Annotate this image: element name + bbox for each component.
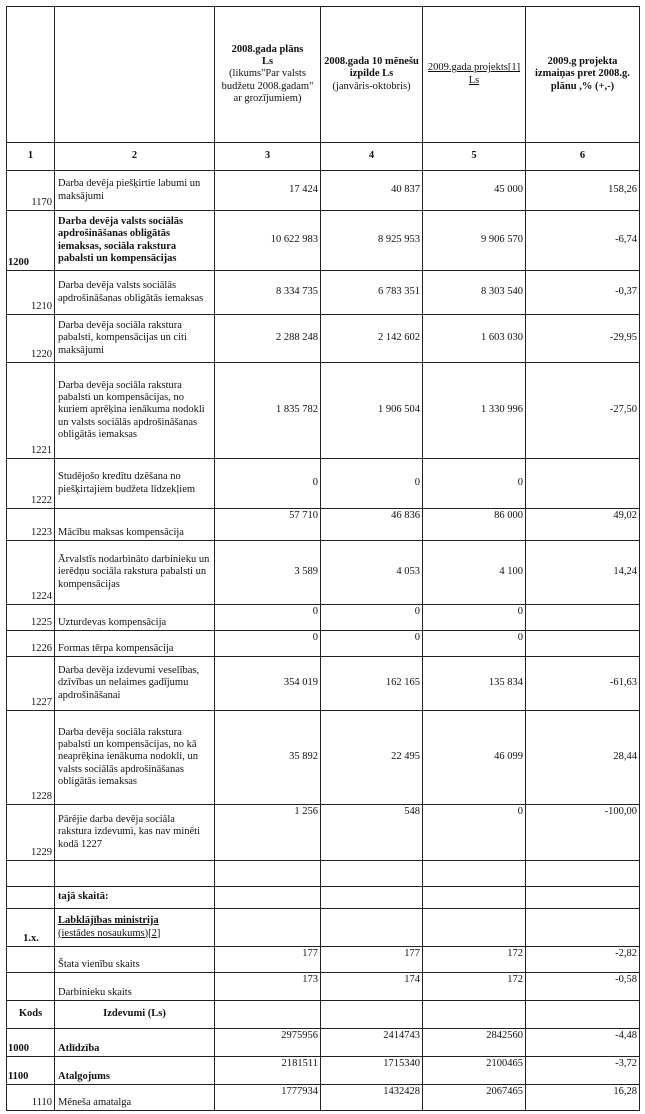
value-project: 0	[423, 459, 526, 509]
table-row	[7, 805, 640, 861]
header-row	[7, 7, 640, 143]
value-project: 0	[423, 631, 526, 657]
value-execution: 2414743	[321, 1029, 423, 1057]
row-description: Mēneša amatalga	[55, 1085, 215, 1111]
budget-table	[6, 6, 640, 1111]
table-row	[7, 631, 640, 657]
column-number: 3	[215, 143, 321, 171]
header-cell-2	[55, 7, 215, 143]
table-row	[7, 1057, 640, 1085]
header-cell-1	[7, 7, 55, 143]
row-code: 1110	[7, 1085, 55, 1111]
value-change: -61,63	[526, 657, 640, 711]
value-plan: 177	[215, 947, 321, 973]
table-row	[7, 711, 640, 805]
value-execution: 4 053	[321, 541, 423, 605]
value-project: 4 100	[423, 541, 526, 605]
value-plan: 0	[215, 459, 321, 509]
row-code: 1220	[7, 315, 55, 363]
table-row	[7, 459, 640, 509]
value-change: 14,24	[526, 541, 640, 605]
header-plan-2008: 2008.gada plāns Ls (likums"Par valsts budžetu 2008.gadam" ar grozījumiem)	[215, 7, 321, 143]
table-row	[7, 541, 640, 605]
value-project: 0	[423, 605, 526, 631]
value-change: -0,58	[526, 973, 640, 1001]
row-description: Darbinieku skaits	[55, 973, 215, 1001]
table-row	[7, 657, 640, 711]
row-description: Mācību maksas kompensācija	[55, 509, 215, 541]
value-change: -6,74	[526, 211, 640, 271]
value-project: 45 000	[423, 171, 526, 211]
value-project: 172	[423, 973, 526, 1001]
table-row	[7, 363, 640, 459]
row-code: 1170	[7, 171, 55, 211]
table-row	[7, 171, 640, 211]
value-plan: 8 334 735	[215, 271, 321, 315]
codes-header-code: Kods	[7, 1001, 55, 1029]
value-plan: 354 019	[215, 657, 321, 711]
row-code: 1221	[7, 363, 55, 459]
value-execution: 174	[321, 973, 423, 1001]
ministry-name: Labklājības ministrija	[58, 915, 159, 927]
row-code: 1222	[7, 459, 55, 509]
value-plan: 173	[215, 973, 321, 1001]
value-change: -4,48	[526, 1029, 640, 1057]
value-change: -29,95	[526, 315, 640, 363]
codes-header-desc: Izdevumi (Ls)	[55, 1001, 215, 1029]
value-plan: 1 835 782	[215, 363, 321, 459]
value-project: 0	[423, 805, 526, 861]
value-execution: 22 495	[321, 711, 423, 805]
column-number: 1	[7, 143, 55, 171]
table-row	[7, 973, 640, 1001]
row-code: 1000	[7, 1029, 55, 1057]
value-change: -3,72	[526, 1057, 640, 1085]
row-code: 1100	[7, 1057, 55, 1085]
table-row	[7, 1085, 640, 1111]
value-execution: 6 783 351	[321, 271, 423, 315]
value-plan: 2 288 248	[215, 315, 321, 363]
value-project: 172	[423, 947, 526, 973]
value-project: 8 303 540	[423, 271, 526, 315]
value-change: -2,82	[526, 947, 640, 973]
column-number: 4	[321, 143, 423, 171]
table-row	[7, 211, 640, 271]
table-row	[7, 271, 640, 315]
ministry-note: (iestādes nosaukums)[2]	[58, 927, 161, 939]
value-plan: 35 892	[215, 711, 321, 805]
value-execution: 1432428	[321, 1085, 423, 1111]
row-description: Darba devēja sociāla rakstura pabalsti, kompensācijas un citi maksājumi	[55, 315, 215, 363]
value-change: 158,26	[526, 171, 640, 211]
value-execution: 40 837	[321, 171, 423, 211]
row-description: Uzturdevas kompensācija	[55, 605, 215, 631]
row-description: Formas tērpa kompensācija	[55, 631, 215, 657]
row-description: Darba devēja valsts sociālās apdrošināšanas obligātās iemaksas, sociāla rakstura pabalsti un kompensācijas	[55, 211, 215, 271]
row-code: 1229	[7, 805, 55, 861]
header-project-2009: 2009.gada projekts[1] Ls	[423, 7, 526, 143]
row-code: 1227	[7, 657, 55, 711]
value-execution: 8 925 953	[321, 211, 423, 271]
table-row	[7, 509, 640, 541]
value-execution: 0	[321, 631, 423, 657]
header-change-percent: 2009.g projekta izmaiņas pret 2008.g. plānu ,% (+,-)	[526, 7, 640, 143]
row-description: Ārvalstīs nodarbināto darbinieku un ierēdņu sociāla rakstura pabalsti un kompensācijas	[55, 541, 215, 605]
row-code: 1224	[7, 541, 55, 605]
row-code: 1200	[7, 211, 55, 271]
row-code: 1223	[7, 509, 55, 541]
row-code: 1226	[7, 631, 55, 657]
value-execution: 162 165	[321, 657, 423, 711]
row-description: Pārējie darba devēja sociāla rakstura izdevumi, kas nav minēti kodā 1227	[55, 805, 215, 861]
value-change	[526, 631, 640, 657]
codes-header-row	[7, 1001, 640, 1029]
value-execution: 0	[321, 605, 423, 631]
value-change: 28,44	[526, 711, 640, 805]
row-description: Darba devēja sociāla rakstura pabalsti un kompensācijas, no kā neaprēķina ienākuma nodokli, un valsts sociālās apdrošināšanas obligātās iemaksas	[55, 711, 215, 805]
value-plan: 17 424	[215, 171, 321, 211]
row-description: Studējošo kredītu dzēšana no piešķirtajiem budžeta līdzekļiem	[55, 459, 215, 509]
value-execution: 2 142 602	[321, 315, 423, 363]
value-project: 135 834	[423, 657, 526, 711]
row-description: Atalgojums	[55, 1057, 215, 1085]
value-plan: 2181511	[215, 1057, 321, 1085]
value-change: -100,00	[526, 805, 640, 861]
ministry-row	[7, 909, 640, 947]
row-description: Darba devēja sociāla rakstura pabalsti un kompensācijas, no kuriem aprēķina ienākuma nodokli un valsts sociālās apdrošināšanas obligātās iemaksas	[55, 363, 215, 459]
value-plan: 10 622 983	[215, 211, 321, 271]
row-description: Darba devēja izdevumi veselības, dzīvības un nelaimes gadījumu apdrošināšanai	[55, 657, 215, 711]
value-project: 9 906 570	[423, 211, 526, 271]
value-project: 1 330 996	[423, 363, 526, 459]
value-execution: 548	[321, 805, 423, 861]
value-execution: 177	[321, 947, 423, 973]
value-plan: 57 710	[215, 509, 321, 541]
ministry-code: 1.x.	[7, 909, 55, 947]
value-change	[526, 605, 640, 631]
row-code: 1228	[7, 711, 55, 805]
column-number: 2	[55, 143, 215, 171]
row-code: 1210	[7, 271, 55, 315]
value-change: -0,37	[526, 271, 640, 315]
row-description: Atlīdzība	[55, 1029, 215, 1057]
value-plan: 2975956	[215, 1029, 321, 1057]
ministry-name-cell	[55, 909, 215, 947]
value-plan: 1777934	[215, 1085, 321, 1111]
table-row	[7, 605, 640, 631]
column-number: 5	[423, 143, 526, 171]
value-execution: 1715340	[321, 1057, 423, 1085]
value-execution: 1 906 504	[321, 363, 423, 459]
header-execution-2008: 2008.gada 10 mēnešu izpilde Ls (janvāris-oktobris)	[321, 7, 423, 143]
row-description: Darba devēja valsts sociālās apdrošināšanas obligātās iemaksas	[55, 271, 215, 315]
including-label: tajā skaitā:	[55, 887, 215, 909]
value-execution: 0	[321, 459, 423, 509]
column-number-row	[7, 143, 640, 171]
table-row	[7, 1029, 640, 1057]
value-change: 49,02	[526, 509, 640, 541]
column-number: 6	[526, 143, 640, 171]
value-project: 86 000	[423, 509, 526, 541]
value-plan: 0	[215, 605, 321, 631]
value-change: 16,28	[526, 1085, 640, 1111]
value-plan: 1 256	[215, 805, 321, 861]
table-row	[7, 315, 640, 363]
row-description: Štata vienību skaits	[55, 947, 215, 973]
value-execution: 46 836	[321, 509, 423, 541]
table-row	[7, 947, 640, 973]
value-project: 1 603 030	[423, 315, 526, 363]
value-project: 2100465	[423, 1057, 526, 1085]
row-description: Darba devēja piešķirtie labumi un maksājumi	[55, 171, 215, 211]
value-project: 2067465	[423, 1085, 526, 1111]
empty-row	[7, 861, 640, 887]
value-project: 46 099	[423, 711, 526, 805]
including-row	[7, 887, 640, 909]
value-change	[526, 459, 640, 509]
value-project: 2842560	[423, 1029, 526, 1057]
value-change: -27,50	[526, 363, 640, 459]
value-plan: 0	[215, 631, 321, 657]
value-plan: 3 589	[215, 541, 321, 605]
row-code: 1225	[7, 605, 55, 631]
